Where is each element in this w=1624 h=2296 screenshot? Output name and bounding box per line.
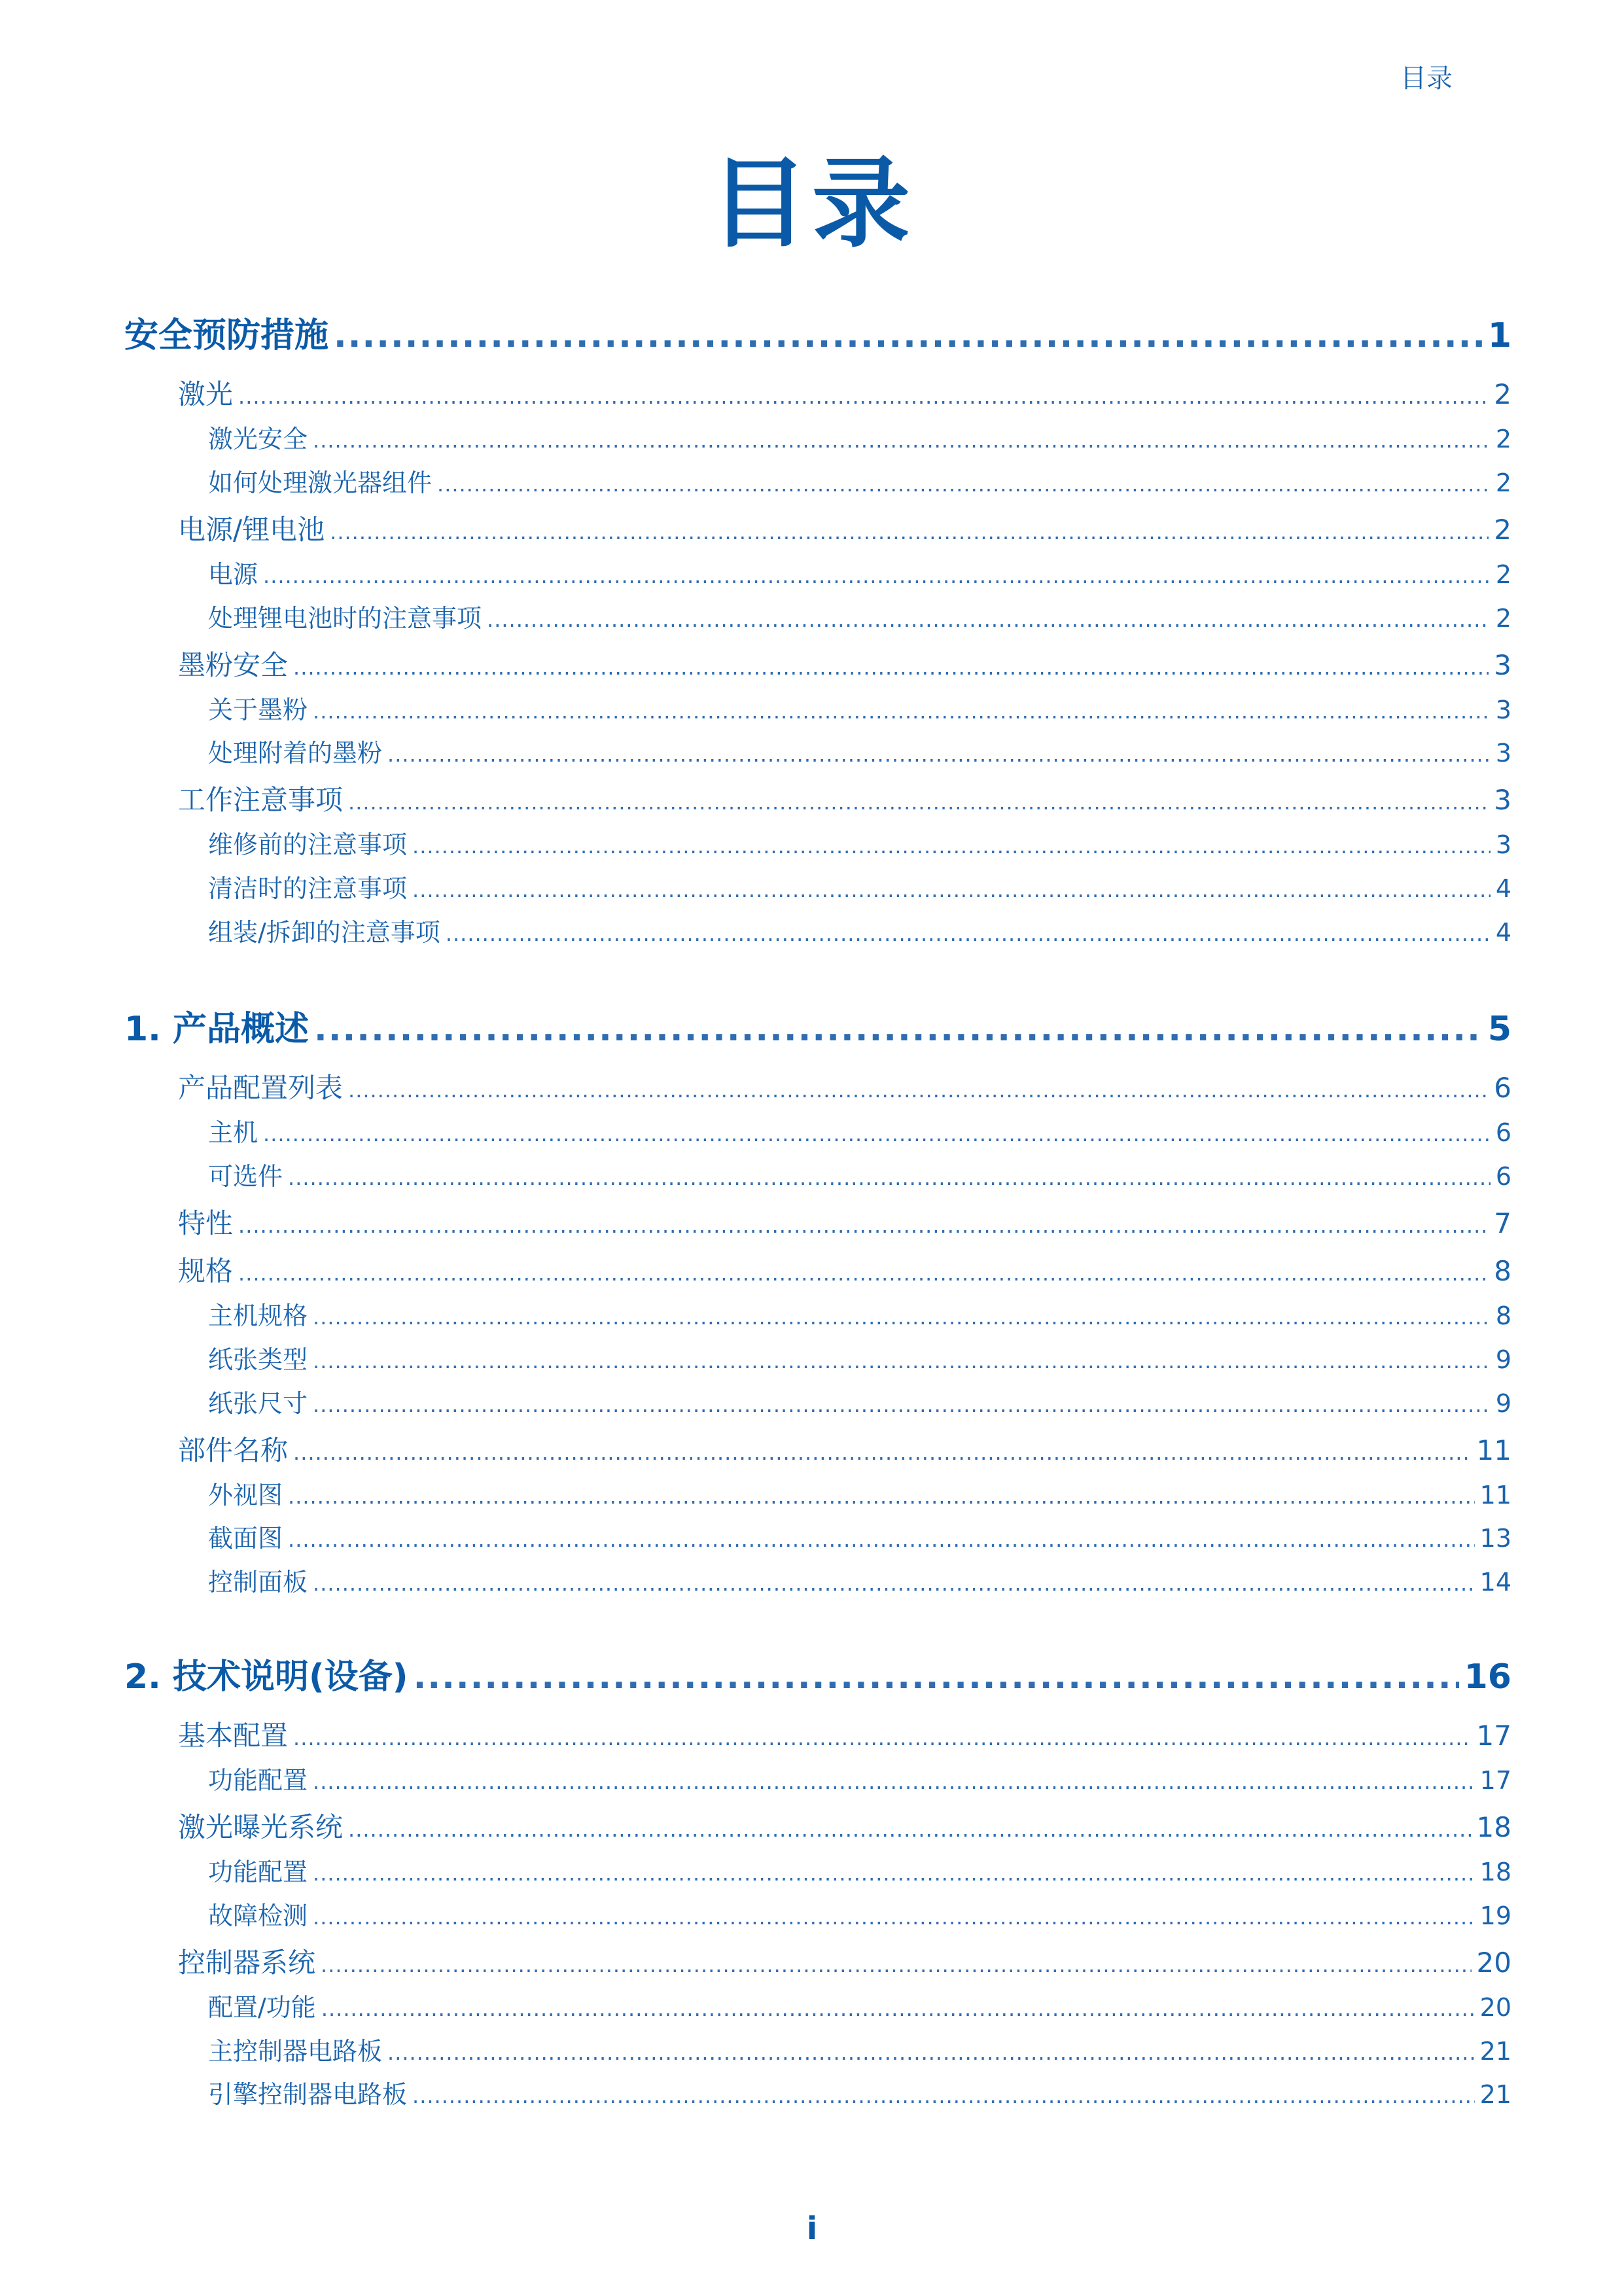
toc-entry-label: 引擎控制器电路板 <box>208 2080 408 2109</box>
toc-entry-label: 主机规格 <box>208 1301 308 1330</box>
toc-entry-page: 3 <box>1495 739 1511 768</box>
toc-leader-dots <box>313 1769 1475 1794</box>
toc-entry[interactable] <box>208 419 1511 455</box>
toc-entry[interactable] <box>208 1518 1511 1554</box>
toc-entry[interactable] <box>124 1001 1511 1050</box>
toc-leader-dots <box>321 1996 1475 2021</box>
toc-entry-label: 纸张类型 <box>208 1345 308 1374</box>
toc-entry-label: 功能配置 <box>208 1766 308 1795</box>
toc-entry-label: 墨粉安全 <box>178 649 289 681</box>
toc-entry-page: 19 <box>1479 1901 1511 1930</box>
toc-leader-dots <box>313 1905 1475 1930</box>
toc-entry-page: 5 <box>1487 1010 1511 1049</box>
toc-entry[interactable] <box>208 868 1511 904</box>
toc-entry-page: 6 <box>1495 1118 1511 1147</box>
toc-leader-dots <box>263 563 1491 588</box>
toc-leader-dots <box>348 1078 1489 1103</box>
toc-leader-dots <box>437 472 1491 497</box>
page-number: i <box>806 2210 818 2247</box>
toc-entry-page: 6 <box>1495 1162 1511 1191</box>
toc-entry-page: 18 <box>1476 1811 1511 1843</box>
toc-entry-page: 16 <box>1464 1657 1511 1697</box>
toc-entry-page: 8 <box>1495 1301 1511 1330</box>
toc-entry[interactable] <box>208 2074 1511 2110</box>
toc-entry-label: 激光 <box>178 378 234 410</box>
toc-leader-dots <box>288 1165 1491 1190</box>
toc-leader-dots <box>314 1010 1483 1049</box>
toc-entry[interactable] <box>178 1806 1511 1845</box>
toc-entry-label: 纸张尺寸 <box>208 1389 308 1418</box>
toc-entry-label: 特性 <box>178 1207 234 1239</box>
toc-entry-page: 2 <box>1495 560 1511 589</box>
toc-leader-dots <box>238 384 1489 409</box>
toc-leader-dots <box>321 1952 1472 1977</box>
toc-entry-page: 13 <box>1479 1524 1511 1553</box>
toc-leader-dots <box>330 520 1489 544</box>
toc-entry-label: 如何处理激光器组件 <box>208 468 432 497</box>
toc-entry-label: 2. 技术说明(设备) <box>124 1657 408 1697</box>
toc-entry-label: 基本配置 <box>178 1720 289 1752</box>
toc-entry-label: 外视图 <box>208 1481 283 1510</box>
toc-entry-page: 14 <box>1479 1568 1511 1597</box>
toc-leader-dots <box>293 655 1489 680</box>
toc-entry[interactable] <box>208 1987 1511 2023</box>
toc-entry-page: 2 <box>1495 468 1511 497</box>
toc-leader-dots <box>293 1725 1472 1750</box>
toc-entry-label: 规格 <box>178 1255 234 1287</box>
toc-leader-dots <box>487 607 1491 632</box>
toc-entry[interactable] <box>208 824 1511 860</box>
toc-entry-label: 处理锂电池时的注意事项 <box>208 604 482 633</box>
toc-entry-page: 8 <box>1494 1255 1511 1287</box>
toc-entry[interactable] <box>178 508 1511 548</box>
toc-entry-label: 功能配置 <box>208 1858 308 1886</box>
toc-leader-dots <box>412 2083 1475 2108</box>
toc-entry-label: 控制器系统 <box>178 1947 316 1979</box>
toc-leader-dots <box>446 921 1491 946</box>
running-header: 目录 <box>1400 63 1453 94</box>
toc-entry-page: 3 <box>1495 696 1511 724</box>
toc-entry-page: 21 <box>1479 2080 1511 2109</box>
toc-entry-page: 2 <box>1495 425 1511 453</box>
toc-entry-label: 主控制器电路板 <box>208 2037 383 2066</box>
toc-entry[interactable] <box>178 1941 1511 1981</box>
toc-entry[interactable] <box>208 1383 1511 1419</box>
toc-entry-page: 3 <box>1494 649 1511 681</box>
toc-entry-page: 20 <box>1476 1947 1511 1979</box>
toc-entry-page: 2 <box>1495 604 1511 633</box>
toc-leader-dots <box>238 1261 1489 1286</box>
toc-entry-page: 2 <box>1494 514 1511 546</box>
toc-entry-label: 清洁时的注意事项 <box>208 874 408 903</box>
toc-leader-dots <box>387 2040 1475 2065</box>
toc-entry-label: 部件名称 <box>178 1434 289 1466</box>
toc-entry-page: 7 <box>1494 1207 1511 1239</box>
toc-leader-dots <box>238 1213 1489 1238</box>
toc-entry-label: 安全预防措施 <box>124 316 329 355</box>
toc-entry[interactable] <box>208 554 1511 590</box>
toc-entry[interactable] <box>178 1202 1511 1241</box>
toc-entry[interactable] <box>208 690 1511 726</box>
toc-entry-label: 组装/拆卸的注意事项 <box>208 918 440 947</box>
toc-entry[interactable] <box>178 1250 1511 1289</box>
toc-entry[interactable] <box>208 1296 1511 1332</box>
toc-entry-page: 20 <box>1479 1993 1511 2022</box>
toc-entry[interactable] <box>208 733 1511 769</box>
toc-entry-page: 9 <box>1495 1345 1511 1374</box>
toc-entry-label: 1. 产品概述 <box>124 1010 309 1049</box>
toc-leader-dots <box>414 1657 1459 1697</box>
toc-entry[interactable] <box>208 1339 1511 1375</box>
toc-entry-page: 17 <box>1479 1766 1511 1795</box>
toc-entry-label: 配置/功能 <box>208 1993 316 2022</box>
toc-leader-dots <box>313 1861 1475 1886</box>
toc-entry-label: 维修前的注意事项 <box>208 830 408 859</box>
toc-entry[interactable] <box>208 2031 1511 2067</box>
toc-entry-page: 1 <box>1487 316 1511 355</box>
toc-entry-label: 关于墨粉 <box>208 696 308 724</box>
toc-entry-label: 电源/锂电池 <box>178 514 325 546</box>
toc-leader-dots <box>288 1484 1475 1509</box>
toc-entry-page: 11 <box>1476 1434 1511 1466</box>
toc-entry-page: 4 <box>1495 874 1511 903</box>
toc-leader-dots <box>313 1571 1475 1596</box>
toc-entry[interactable] <box>208 1156 1511 1192</box>
toc-leader-dots <box>348 790 1489 815</box>
toc-entry-page: 6 <box>1494 1072 1511 1104</box>
toc-entry-label: 激光曝光系统 <box>178 1811 344 1843</box>
toc-entry[interactable] <box>124 1649 1511 1698</box>
toc-entry[interactable] <box>208 1475 1511 1511</box>
toc-leader-dots <box>313 1392 1491 1417</box>
toc-entry[interactable] <box>208 1896 1511 1932</box>
toc-entry[interactable] <box>208 463 1511 499</box>
toc-entry[interactable] <box>208 1112 1511 1148</box>
toc-entry-label: 截面图 <box>208 1524 283 1553</box>
toc-leader-dots <box>313 1305 1491 1330</box>
toc-entry-page: 11 <box>1479 1481 1511 1510</box>
toc-entry-page: 4 <box>1495 918 1511 947</box>
toc-entry[interactable] <box>208 1562 1511 1598</box>
toc-leader-dots <box>313 428 1491 453</box>
toc-entry[interactable] <box>178 1714 1511 1754</box>
toc-entry-label: 控制面板 <box>208 1568 308 1597</box>
toc-entry[interactable] <box>178 1429 1511 1468</box>
toc-leader-dots <box>412 877 1491 902</box>
toc-entry[interactable] <box>178 373 1511 412</box>
toc-entry-label: 故障检测 <box>208 1901 308 1930</box>
toc-entry-label: 产品配置列表 <box>178 1072 344 1104</box>
toc-entry-label: 处理附着的墨粉 <box>208 739 383 768</box>
toc-entry-label: 激光安全 <box>208 425 308 453</box>
toc-entry-page: 18 <box>1479 1858 1511 1886</box>
toc-entry-label: 可选件 <box>208 1162 283 1191</box>
toc-leader-dots <box>288 1527 1475 1552</box>
toc-entry[interactable] <box>208 598 1511 634</box>
toc-entry[interactable] <box>178 644 1511 683</box>
toc-leader-dots <box>334 316 1483 355</box>
toc-entry[interactable] <box>178 779 1511 818</box>
toc-entry-label: 主机 <box>208 1118 258 1147</box>
toc-entry[interactable] <box>178 1067 1511 1106</box>
toc-entry-page: 3 <box>1494 784 1511 816</box>
toc-entry-page: 3 <box>1495 830 1511 859</box>
toc-entry[interactable] <box>208 912 1511 948</box>
toc-entry-page: 21 <box>1479 2037 1511 2066</box>
toc-entry[interactable] <box>124 308 1511 357</box>
toc-leader-dots <box>412 834 1491 858</box>
toc-leader-dots <box>348 1817 1472 1842</box>
toc-leader-dots <box>387 742 1491 767</box>
toc-entry[interactable] <box>208 1760 1511 1796</box>
toc-leader-dots <box>313 1349 1491 1373</box>
toc-entry-page: 2 <box>1494 378 1511 410</box>
page-title: 目录 <box>709 147 914 261</box>
toc-entry-page: 17 <box>1476 1720 1511 1752</box>
toc-leader-dots <box>263 1122 1491 1146</box>
toc-entry-label: 工作注意事项 <box>178 784 344 816</box>
toc-entry[interactable] <box>208 1852 1511 1888</box>
toc-entry-page: 9 <box>1495 1389 1511 1418</box>
toc-leader-dots <box>313 699 1491 724</box>
toc-leader-dots <box>293 1440 1472 1465</box>
toc-entry-label: 电源 <box>208 560 258 589</box>
